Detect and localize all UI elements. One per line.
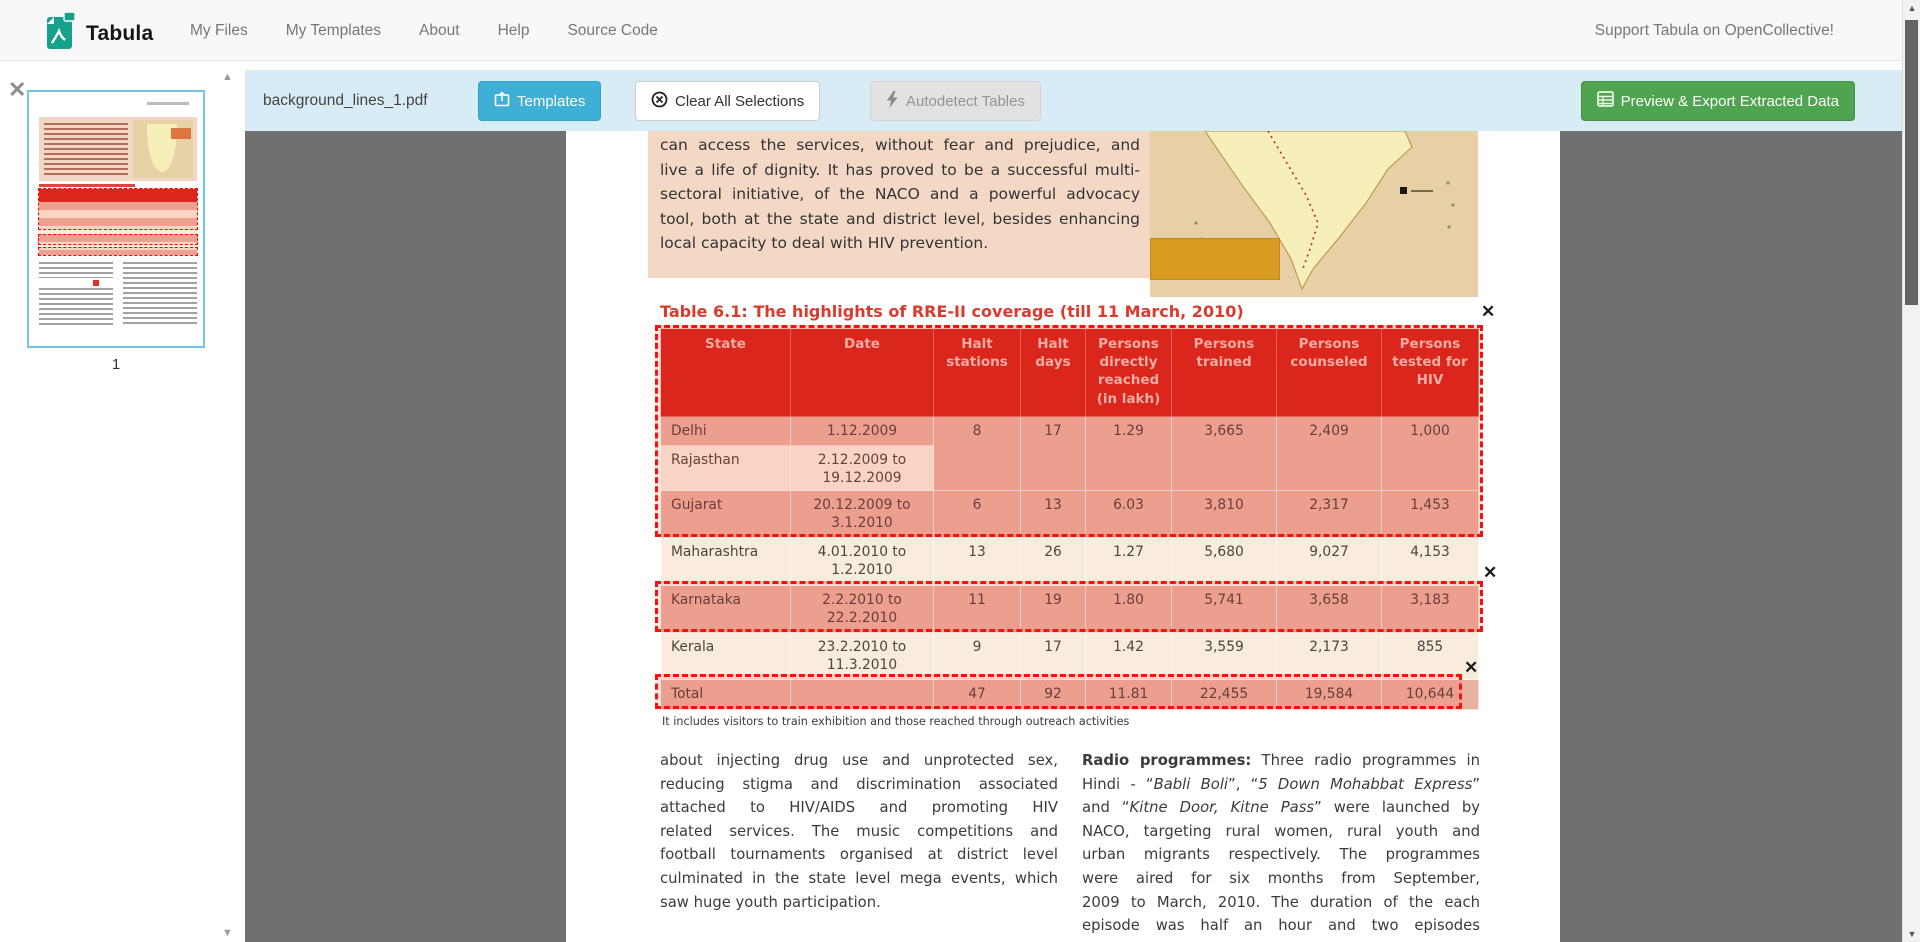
cell-trained: 22,455 [1172,680,1277,710]
pdf-viewer-area [245,131,1902,942]
cell-halt-days: 13 [1021,491,1086,538]
thumb-header-line [147,102,189,105]
selection-2-close-icon[interactable]: ✕ [1483,563,1498,582]
table-selection-3[interactable] [655,674,1462,709]
col-header-persons-trained: Persons trained [1172,329,1277,417]
preview-export-button[interactable]: Preview & Export Extracted Data [1581,81,1855,121]
cell-reached: 1.27 [1086,538,1172,586]
scrollbar-thumb[interactable] [1905,20,1918,305]
col-header-persons-tested: Persons tested for HIV [1382,329,1479,417]
table-footnote: It includes visitors to train exhibition and those reached through outreach activities [662,715,1130,728]
cell-counseled: 19,584 [1277,680,1382,710]
navbar-menu [190,0,658,61]
pdf-top-paragraph: can access the services, without fear and prejudice, and live a life of dignity. It has proved to be a successful multi- sectoral initiative, of the NACO and a powerful advocacy tool, both at the state and district level, besides enhancing local capacity to deal with HIV prevention. [660,136,1140,253]
templates-button[interactable]: Templates [478,81,601,121]
cell-date: 1.12.2009 [791,417,934,446]
thumb-map-label [171,128,191,139]
table-selection-1[interactable] [655,325,1483,537]
thumb-selection-1 [38,188,198,230]
top-navbar [0,0,1920,61]
nav-help[interactable]: Help [497,21,530,39]
thumb-intro-block [39,117,197,181]
thumb-table-title-line [39,184,135,187]
nav-support-link[interactable]: Support Tabula on OpenCollective! [1594,21,1834,39]
cell-counseled: 2,173 [1277,633,1382,680]
cell-halt-stations: 11 [934,586,1021,633]
autodetect-tables-button[interactable]: Autodetect Tables [870,81,1041,121]
cell-state: Kerala [661,633,791,680]
clear-circle-x-icon [651,91,668,112]
thumb-table [39,189,197,255]
thumb-selection-2 [38,234,198,245]
cell-trained: 3,559 [1172,633,1277,680]
cell-tested: 4,153 [1382,538,1479,586]
cell-state: Gujarat [661,491,791,538]
document-filename: background_lines_1.pdf [263,91,428,109]
cell-date: 4.01.2010 to 1.2.2010 [791,538,934,586]
cell-tested: 1,453 [1382,491,1479,538]
cell-tested: 10,644 [1382,680,1479,710]
cell-state: Karnataka [661,586,791,633]
cell-state: Delhi [661,417,791,446]
cell-halt-days: 19 [1021,586,1086,633]
cell-state: Rajasthan [661,446,791,491]
cell-state: Maharashtra [661,538,791,586]
pdf-right-column: Radio programmes: Three radio programmes in Hindi - “Babli Boli”, “5 Down Mohabbat Express” and “Kitne Door, Kitne Pass” were launched by NACO, targeting rural women, rural youth and urban migrants respectively. The programmes were aired for six months from September, 2009 to March, 2010. The duration of the each episode was half an hour and two episodes [1082,752,1481,935]
nav-my-files[interactable]: My Files [190,21,248,39]
pdf-left-column: about injecting drug use and unprotected sex, reducing stigma and discrimination associated attached to HIV/AIDS and promoting HIV related services. The music competitions and football tournaments organised at district level culminated in the state level mega events, which saw huge youth participation. [660,752,1058,911]
thumb-column-lines [39,288,113,326]
sidebar-scroll-down-icon[interactable]: ▼ [222,927,233,939]
cell-halt-stations: 47 [934,680,1021,710]
thumb-map [133,120,193,178]
cell-halt-days: 92 [1021,680,1086,710]
templates-icon [494,91,510,111]
clear-all-selections-button[interactable]: Clear All Selections [635,81,820,121]
window-scrollbar[interactable] [1902,0,1920,942]
table-export-icon [1597,91,1614,111]
cell-state: Total [661,680,791,710]
thumb-column-lines [123,262,197,326]
selection-3-close-icon[interactable]: ✕ [1464,658,1479,677]
nav-about[interactable]: About [419,21,460,39]
map-inset-box [1150,238,1280,280]
cell-date: 2.12.2009 to 19.12.2009 [791,446,934,491]
page-thumbnail[interactable] [27,90,205,348]
sidebar-scroll-up-icon[interactable]: ▲ [222,71,233,83]
cell-reached: 1.80 [1086,586,1172,633]
brand-title: Tabula [86,21,154,45]
page-number-label: 1 [111,356,121,373]
remove-page-icon[interactable]: ✕ [8,77,27,102]
india-map-image [1150,131,1478,297]
document-toolbar [245,70,1902,131]
cell-trained: 5,741 [1172,586,1277,633]
thumb-selection-handle[interactable] [93,280,99,286]
thumb-column-lines [39,262,113,278]
scrollbar-down-icon[interactable]: ▼ [1907,929,1917,939]
cell-date: 23.2.2010 to 11.3.2010 [791,633,934,680]
cell-date: 2.2.2010 to 22.2.2010 [791,586,934,633]
map-legend-square [1400,187,1407,194]
cell-halt-days: 26 [1021,538,1086,586]
col-header-halt-stations: Halt stations [934,329,1021,417]
cell-halt-stations: 13 [934,538,1021,586]
cell-reached: 6.03 [1086,491,1172,538]
cell-halt-stations: 9 [934,633,1021,680]
selection-1-close-icon[interactable]: ✕ [1481,302,1496,321]
cell-halt-stations: 6 [934,491,1021,538]
tabula-logo-icon [44,10,78,57]
cell-counseled: 2,317 [1277,491,1382,538]
col-header-date: Date [791,329,934,417]
col-header-persons-counseled: Persons counseled [1277,329,1382,417]
thumb-text-lines [44,123,128,175]
col-header-halt-days: Halt days [1021,329,1086,417]
cell-tested: 1,000 [1382,417,1479,491]
map-legend-line [1411,190,1433,192]
cell-reached: 11.81 [1086,680,1172,710]
cell-tested: 3,183 [1382,586,1479,633]
cell-date: 20.12.2009 to 3.1.2010 [791,491,934,538]
cell-trained: 3,665 [1172,417,1277,491]
cell-counseled: 9,027 [1277,538,1382,586]
cell-counseled: 2,409 [1277,417,1382,491]
lightning-bolt-icon [886,91,899,112]
cell-reached: 1.29 [1086,417,1172,491]
table-row [661,633,1479,680]
cell-halt-days: 17 [1021,633,1086,680]
cell-trained: 3,810 [1172,491,1277,538]
tabula-brand[interactable] [44,10,153,57]
thumb-selection-3 [38,247,198,256]
pages-sidebar [0,61,245,942]
cell-reached: 1.42 [1086,633,1172,680]
nav-source-code[interactable]: Source Code [567,21,658,39]
cell-trained: 5,680 [1172,538,1277,586]
cell-counseled: 3,658 [1277,586,1382,633]
table-row [661,538,1479,586]
cell-tested: 855 [1382,633,1479,680]
table-selection-2[interactable] [655,581,1483,632]
col-header-state: State [661,329,791,417]
cell-halt-days: 17 [1021,417,1086,491]
col-header-persons-reached: Persons directly reached (in lakh) [1086,329,1172,417]
pdf-table-title: Table 6.1: The highlights of RRE-II coverage (till 11 March, 2010) [660,302,1244,321]
pdf-page[interactable] [566,131,1560,942]
nav-my-templates[interactable]: My Templates [285,21,382,39]
scrollbar-up-icon[interactable]: ▲ [1907,3,1917,13]
cell-halt-stations: 8 [934,417,1021,491]
